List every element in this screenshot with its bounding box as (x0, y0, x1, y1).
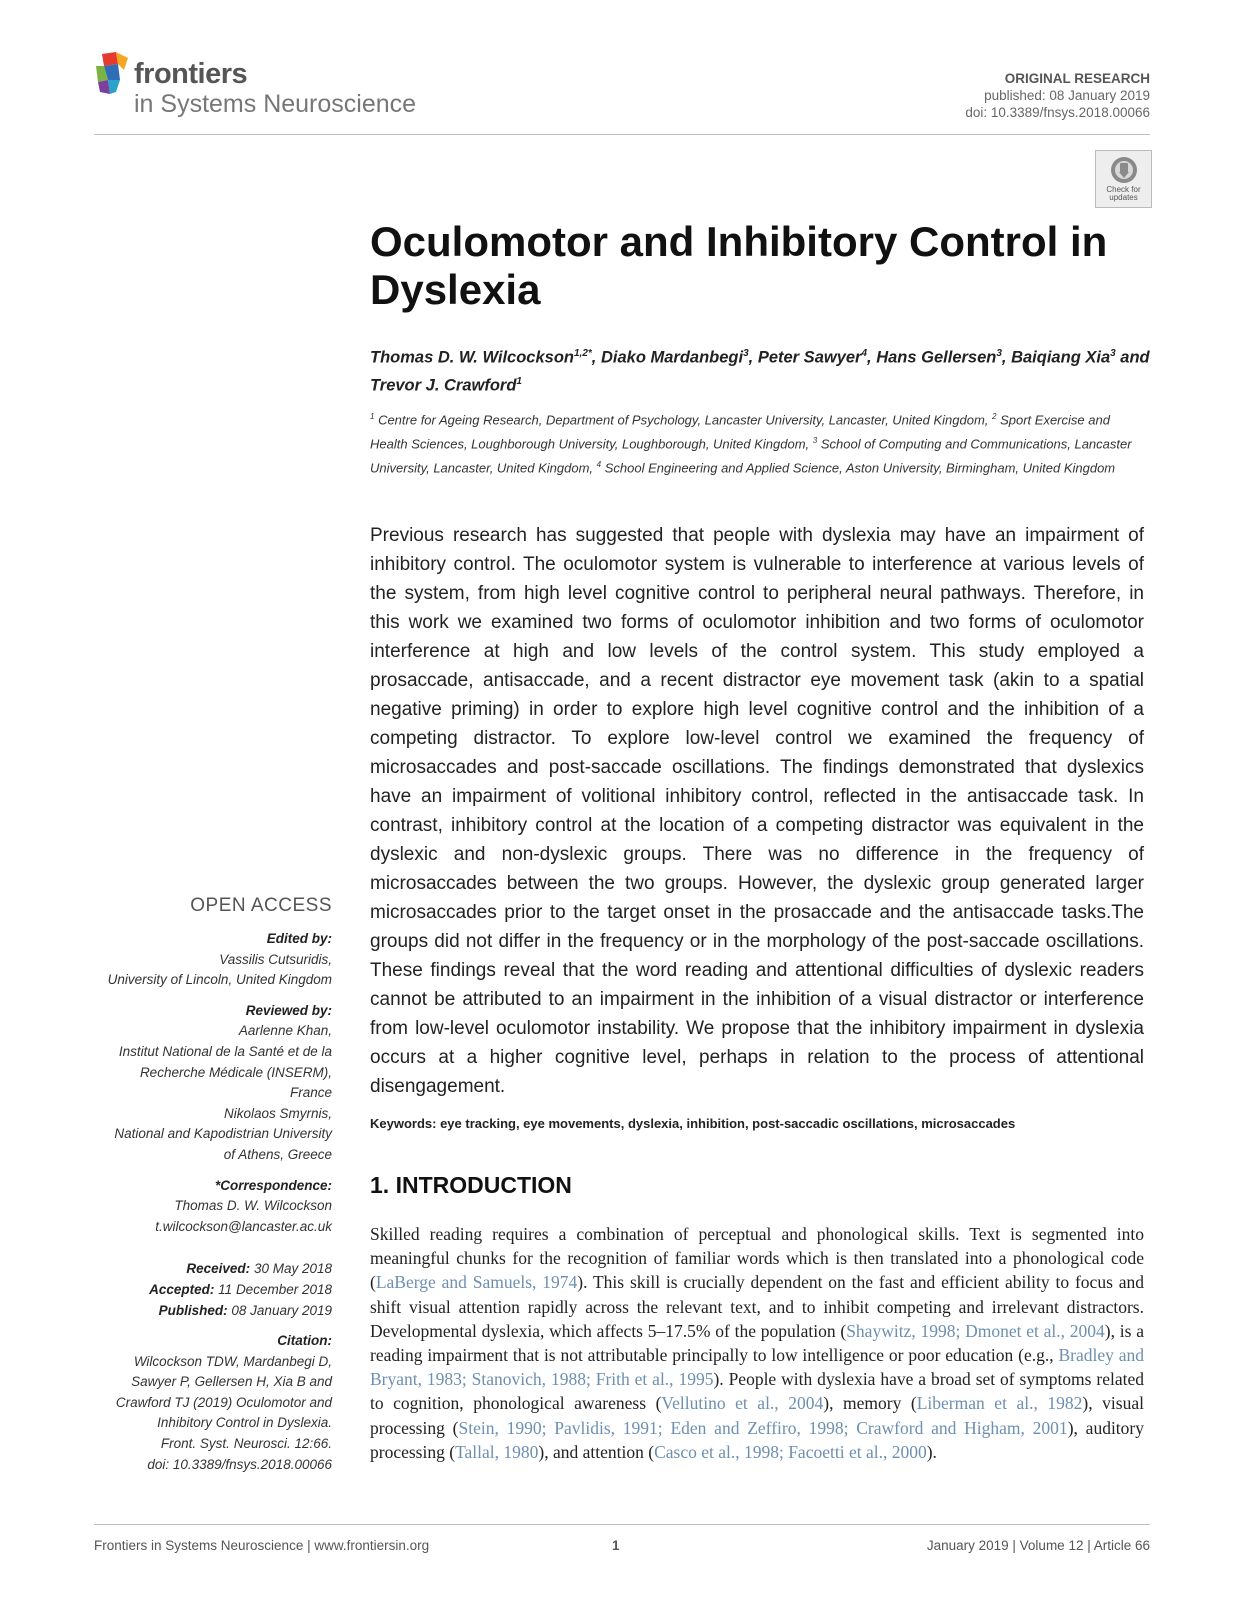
date-value: 11 December 2018 (214, 1281, 332, 1297)
date-label: Published: (158, 1302, 228, 1318)
article-title: Oculomotor and Inhibitory Control in Dyslexia (370, 218, 1108, 313)
citation-line: doi: 10.3389/fnsys.2018.00066 (147, 1456, 332, 1472)
citation-line: Sawyer P, Gellersen H, Xia B and (131, 1374, 332, 1390)
author-affiliation-number: 3 (1110, 348, 1116, 359)
citation-label: Citation: (277, 1333, 332, 1349)
citation-text (90, 1352, 332, 1476)
article-type: ORIGINAL RESEARCH (1004, 71, 1150, 86)
article-meta (965, 70, 1150, 121)
editor-list (90, 950, 332, 991)
author-affiliation-number: 3 (743, 348, 749, 359)
author-name: Diako Mardanbegi (600, 348, 744, 367)
introduction-paragraph (370, 1222, 1144, 1464)
body-text: ). This skill is crucially dependent on the fast and efficient ability to focus and shift visual attention rapidly across the relevant text, and to inhibit competing and irrelevant distractors. Developmental dyslexia, which affects 5–17.5% of the population ( (370, 1272, 1144, 1341)
body-text: ), visual processing ( (370, 1393, 1144, 1438)
date-value: 08 January 2019 (227, 1302, 332, 1318)
author-list: Thomas D. W. Wilcockson$^{1,2*}$, Diako Mardanbegi$^3$, Peter Sawyer$^4$, Hans Gellersen$^3$, Baiqiang Xia$^3$ and Trevor J. Crawford$^1$ (370, 348, 1150, 394)
author-affiliation-number: 1 (516, 375, 522, 387)
reviewer-line: Nikolaos Smyrnis, (223, 1105, 332, 1121)
reviewer-line: Recherche Médicale (INSERM), (139, 1064, 332, 1080)
reviewer-line: of Athens, Greece (223, 1146, 332, 1162)
published-date: published: 08 January 2019 (984, 88, 1150, 103)
date-row (90, 1259, 332, 1280)
affiliation-text: School Engineering and Applied Science, Aston University, Birmingham, United Kingdom (601, 459, 1116, 475)
correspondence-label: *Correspondence: (214, 1177, 332, 1193)
author-name: Hans Gellersen (876, 348, 997, 367)
reviewer-line: Institut National de la Santé et de la (118, 1043, 332, 1059)
affiliation-list (370, 407, 1150, 478)
date-label: Received: (186, 1261, 251, 1277)
citation-link[interactable]: Shaywitz, 1998; Dmonet et al., 2004 (846, 1320, 1105, 1341)
body-text: ), is a reading impairment that is not attributable principally to low intelligence or poor education (e.g., (370, 1320, 1144, 1366)
citation-link[interactable]: Tallal, 1980 (455, 1441, 539, 1462)
reviewer-line: National and Kapodistrian University (114, 1126, 332, 1142)
body-text: ), and attention ( (538, 1441, 655, 1462)
body-text: ), memory ( (823, 1393, 917, 1414)
citation-link[interactable]: Liberman et al., 1982 (916, 1393, 1083, 1414)
citation-link[interactable]: LaBerge and Samuels, 1974 (375, 1272, 578, 1293)
article-info-sidebar (90, 895, 332, 1475)
author-affiliation-number: 3 (996, 348, 1002, 359)
reviewed-by-label: Reviewed by: (245, 1002, 332, 1018)
article-doi[interactable]: doi: 10.3389/fnsys.2018.00066 (965, 105, 1150, 120)
section-heading-introduction: 1. INTRODUCTION (370, 1172, 572, 1198)
footer-issue: January 2019 | Volume 12 | Article 66 (926, 1538, 1150, 1553)
author-name: Thomas D. W. Wilcockson (370, 348, 574, 367)
reviewer-list (90, 1021, 332, 1165)
citation-line: Inhibitory Control in Dyslexia. (157, 1415, 332, 1431)
journal-logo (94, 52, 464, 122)
author-affiliation-number: 1,2* (574, 348, 592, 359)
check-updates-label: Check for updates (1106, 185, 1141, 202)
body-text: ). People with dyslexia have a broad set of symptoms related to cognition, phonological awareness ( (370, 1369, 1144, 1414)
date-row (90, 1280, 332, 1301)
date-value: 30 May 2018 (250, 1261, 332, 1277)
affiliation-text: School of Computing and Communications, Lancaster University, Lancaster, United Kingdom, (370, 436, 1132, 475)
check-for-updates-button[interactable] (1095, 150, 1152, 208)
author-name: Trevor J. Crawford (370, 376, 517, 394)
author-name: Peter Sawyer (757, 348, 862, 367)
editor-line: Vassilis Cutsuridis, (219, 951, 332, 967)
author-name: Baiqiang Xia (1011, 348, 1111, 367)
citation-link[interactable]: Casco et al., 1998; Facoetti et al., 2000 (654, 1441, 927, 1462)
page-number: 1 (612, 1538, 620, 1553)
edited-by-label: Edited by: (266, 931, 332, 946)
correspondence-line: Thomas D. W. Wilcockson (174, 1198, 332, 1214)
footer-divider (94, 1524, 1150, 1525)
date-label: Accepted: (149, 1281, 215, 1297)
body-text: Skilled reading requires a combination of perceptual and phonological skills. Text is segmented into meaningful chunks for the recognition of familiar words which is then translated into a phonological code ( (370, 1224, 1144, 1293)
affiliation-number: 3 (812, 435, 818, 445)
affiliation-number: 2 (992, 412, 997, 421)
citation-link[interactable]: Vellutino et al., 2004 (661, 1393, 824, 1414)
citation-line: Crawford TJ (2019) Oculomotor and (115, 1394, 332, 1410)
reviewer-line: France (289, 1085, 332, 1101)
journal-subtitle: in Systems Neuroscience (134, 90, 417, 118)
open-access-label: OPEN ACCESS (190, 895, 332, 916)
abstract: Previous research has suggested that people with dyslexia may have an impairment of inhibitory control. The oculomotor system is vulnerable to interference at various levels of the system, from high level cognitive control to peripheral neural pathways. Therefore, in this work we examined two forms of oculomotor inhibition and two forms of oculomotor interference at high and low levels of the control system. This study employed a prosaccade, antisaccade, and a recent distractor eye movement task (akin to a spatial negative priming) in order to explore high level cognitive control and the inhibition of a competing distractor. To explore low-level control we examined the frequency of microsaccades and post-saccade oscillations. The findings demonstrated that dyslexics have an impairment of volitional inhibitory control, reflected in the antisaccade task. In contrast, inhibitory control at the location of a competing distractor was equivalent in the dyslexic and non-dyslexic groups. There was no difference in the frequency of microsaccades between the two groups. However, the dyslexic group generated larger microsaccades prior to the target onset in the prosaccade and the antisaccade tasks.The groups did not differ in the frequency or in the morphology of the post-saccade oscillations. These findings reveal that the word reading and attentional difficulties of dyslexic readers cannot be attributed to an impairment in the inhibition of a visual distractor or interference from low-level oculomotor instability. We propose that the inhibitory impairment in dyslexia occurs at a higher cognitive level, perhaps in relation to the process of attentional disengagement. (370, 525, 1144, 1097)
affiliation-number: 1 (370, 412, 375, 421)
author-affiliation-number: 4 (861, 348, 868, 359)
article-dates (90, 1259, 332, 1321)
journal-brand: frontiers (134, 58, 248, 90)
citation-line: Wilcockson TDW, Mardanbegi D, (133, 1353, 332, 1369)
editor-line: University of Lincoln, United Kingdom (107, 972, 332, 988)
check-updates-icon (1109, 155, 1139, 185)
body-text: ). (926, 1441, 937, 1462)
date-row (90, 1301, 332, 1322)
reviewer-line: Aarlenne Khan, (238, 1023, 332, 1039)
frontiers-logo-icon (94, 52, 130, 96)
citation-link[interactable]: Stein, 1990; Pavlidis, 1991; Eden and Zeffiro, 1998; Crawford and Higham, 2001 (458, 1417, 1068, 1438)
footer-journal[interactable]: Frontiers in Systems Neuroscience | www.frontiersin.org (94, 1538, 430, 1553)
header-divider (94, 134, 1150, 135)
keywords: Keywords: eye tracking, eye movements, dyslexia, inhibition, post-saccadic oscillations, microsaccades (370, 1116, 1016, 1131)
affiliation-number: 4 (596, 459, 602, 469)
citation-link[interactable]: Bradley and Bryant, 1983; Stanovich, 1988; Frith et al., 1995 (370, 1345, 1144, 1390)
affiliation-text: Centre for Ageing Research, Department of Psychology, Lancaster University, Lancaster, United Kingdom, (374, 412, 993, 428)
correspondence-info (90, 1196, 332, 1237)
body-text: ), auditory processing ( (370, 1417, 1144, 1462)
affiliation-text: Sport Exercise and Health Sciences, Loughborough University, Loughborough, United Kingdom, (370, 412, 1110, 452)
correspondence-line: t.wilcockson@lancaster.ac.uk (155, 1218, 332, 1234)
citation-line: Front. Syst. Neurosci. 12:66. (160, 1436, 332, 1452)
